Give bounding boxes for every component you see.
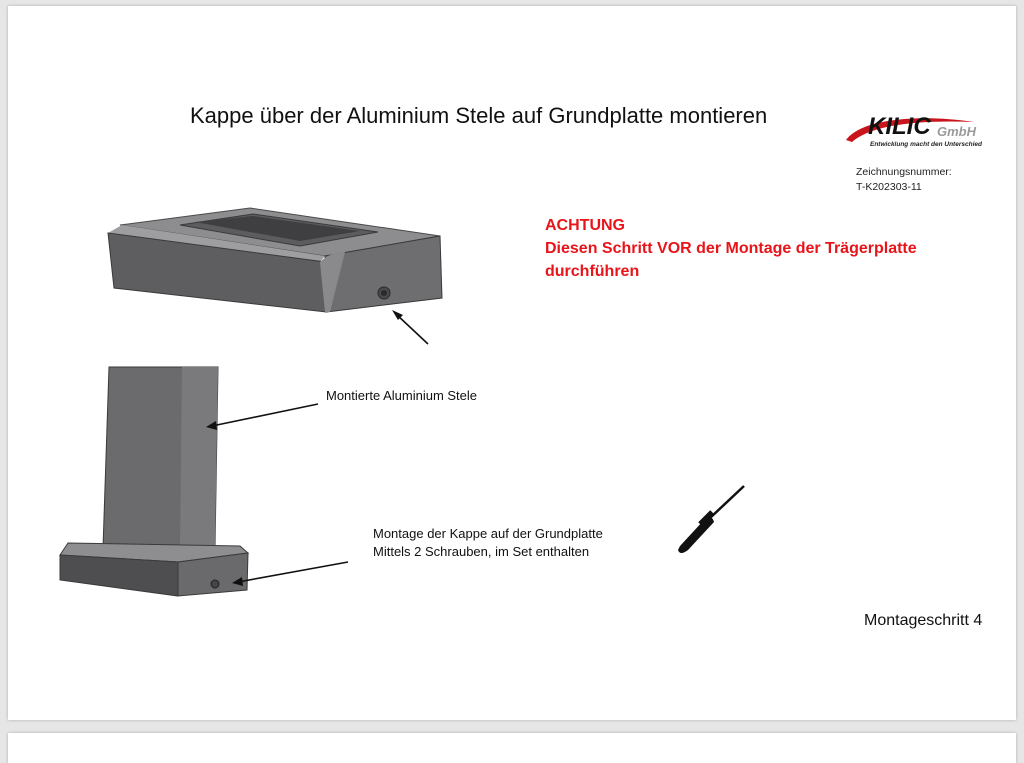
drawing-number-label: Zeichnungsnummer: [856, 166, 952, 178]
label-montage [373, 525, 603, 561]
arrow-cap-hole [396, 314, 428, 344]
logo-name: KILIC [868, 113, 931, 140]
screwdriver-icon [678, 486, 744, 553]
warning-line-1: Diesen Schritt VOR der Montage der Trägerplatte [545, 240, 917, 257]
drawing-number: T-K202303-11 [856, 181, 922, 193]
warning-line-2: durchführen [545, 263, 640, 280]
cap-illustration [108, 208, 442, 312]
label-stele: Montierte Aluminium Stele [326, 388, 478, 403]
arrow-post [212, 404, 318, 426]
warning-heading: ACHTUNG [545, 217, 625, 234]
page-title: Kappe über der Aluminium Stele auf Grundplatte montieren [190, 103, 768, 128]
logo-suffix: GmbH [937, 124, 976, 139]
logo-tagline: Entwicklung macht den Unterschied [870, 141, 982, 148]
label-montage-line-1: Montage der Kappe auf der Grundplatte [373, 526, 603, 541]
post-illustration [60, 367, 248, 596]
assembly-step: Montageschritt 4 [864, 612, 983, 629]
label-montage-line-2: Mittels 2 Schrauben, im Set enthalten [373, 544, 590, 559]
arrow-base-screw [238, 562, 348, 582]
